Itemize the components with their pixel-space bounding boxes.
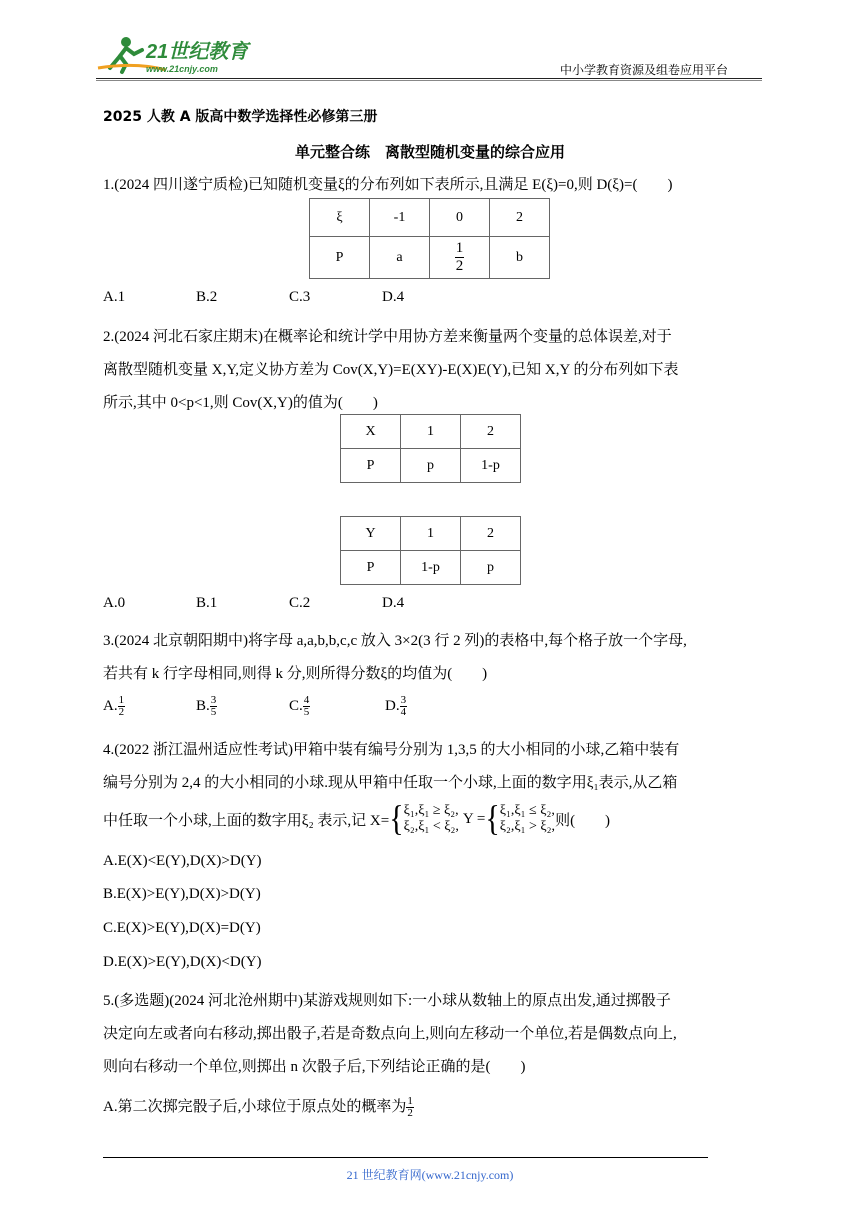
q2-y-cell: 1 [401, 517, 461, 551]
fraction [455, 240, 465, 275]
fraction-denominator: 5 [210, 706, 217, 718]
q2-x-cell: 1 [401, 415, 461, 449]
logo-text: 21世纪教育 [146, 41, 249, 63]
q1-cell-fraction [430, 237, 490, 279]
q4-option-a: A.E(X)<E(Y),D(X)>D(Y) [103, 853, 262, 869]
q2-option-d: D.4 [382, 595, 405, 611]
q3-line-1: 3.(2024 北京朝阳期中)将字母 a,a,b,b,c,c 放入 3×2(3 行 2 列)的表格中,每个格子放一个字母, [103, 633, 687, 649]
fraction [118, 695, 126, 718]
q2-x-cell: p [401, 449, 461, 483]
footer-divider [103, 1157, 708, 1158]
section-title: 单元整合练 离散型随机变量的综合应用 [294, 143, 565, 161]
y-piecewise [500, 803, 555, 835]
fraction-numerator: 1 [118, 694, 125, 706]
q3-option-a [103, 695, 125, 718]
fraction-numerator: 4 [303, 694, 310, 706]
q1-cell: a [370, 237, 430, 279]
fraction-denominator: 5 [303, 706, 310, 718]
q2-option-c: C.2 [289, 595, 311, 611]
q2-line-1: 2.(2024 河北石家庄期末)在概率论和统计学中用协方差来衡量两个变量的总体误差,对于 [103, 329, 672, 345]
header-slogan: 中小学教育资源及组卷应用平台 [560, 63, 729, 77]
q1-option-a: A.1 [103, 289, 126, 305]
q1-stem: 1.(2024 四川遂宁质检)已知随机变量ξ的分布列如下表所示,且满足 E(ξ)=0,则 D(ξ)=( ) [103, 177, 673, 193]
q2-line-3: 所示,其中 0<p<1,则 Cov(X,Y)的值为( ) [103, 395, 378, 411]
q2-line-2: 离散型随机变量 X,Y,定义协方差为 Cov(X,Y)=E(XY)-E(X)E(Y),已知 X,Y 的分布列如下表 [103, 362, 679, 378]
x-case-1: ξ₁,ξ₁ ≥ ξ₂, [403, 803, 459, 818]
y-case-1: ξ₁,ξ₁ ≤ ξ₂, [499, 803, 555, 818]
book-title: 2025 人教 A 版高中数学选择性必修第三册 [103, 109, 378, 125]
left-brace: { [485, 798, 500, 839]
option-label: B. [196, 697, 210, 714]
q1-cell: b [490, 237, 550, 279]
q2-x-distribution-table [340, 414, 521, 483]
q1-cell: ξ [310, 199, 370, 237]
q2-y-cell: Y [341, 517, 401, 551]
y-label: Y = [462, 810, 486, 827]
q1-cell: P [310, 237, 370, 279]
q2-x-cell: 2 [461, 415, 521, 449]
q1-cell: -1 [370, 199, 430, 237]
x-piecewise [404, 803, 459, 835]
q2-x-cell: P [341, 449, 401, 483]
q4-line-2: 编号分别为 2,4 的大小相同的小球.现从甲箱中任取一个小球,上面的数字用ξ₁表示,从乙箱 [103, 775, 678, 791]
fraction-numerator: 1 [407, 1095, 413, 1108]
header-divider-thin [96, 80, 762, 81]
q5-line-3: 则向右移动一个单位,则掷出 n 次骰子后,下列结论正确的是( ) [103, 1059, 526, 1075]
fraction [210, 695, 218, 718]
fraction [303, 695, 311, 718]
q2-option-b: B.1 [196, 595, 218, 611]
q4-line-3-pre: 中任取一个小球,上面的数字用ξ₂ 表示,记 X= [103, 812, 390, 829]
q2-y-cell: p [461, 551, 521, 585]
q2-y-distribution-table [340, 516, 521, 585]
q3-option-d [385, 695, 407, 718]
q4-option-d: D.E(X)>E(Y),D(X)<D(Y) [103, 954, 262, 970]
q3-option-b [196, 695, 217, 718]
q2-y-cell: 2 [461, 517, 521, 551]
fraction-denominator: 2 [407, 1107, 413, 1120]
option-label: C. [289, 697, 303, 714]
q5-option-a-text: A.第二次掷完骰子后,小球位于原点处的概率为 [103, 1099, 407, 1115]
x-case-2: ξ₂,ξ₁ < ξ₂, [403, 819, 459, 834]
q4-line-3-post: 则( ) [555, 812, 611, 829]
q4-line-3 [103, 797, 610, 841]
fraction-denominator: 4 [400, 706, 407, 718]
fraction-numerator: 1 [455, 240, 464, 256]
option-label: A. [103, 697, 118, 714]
q5-option-a [103, 1095, 414, 1119]
q3-line-2: 若共有 k 行字母相同,则得 k 分,则所得分数ξ的均值为( ) [103, 666, 488, 682]
q2-x-cell: 1-p [461, 449, 521, 483]
q4-option-b: B.E(X)>E(Y),D(X)>D(Y) [103, 886, 261, 902]
header-divider [96, 78, 762, 79]
fraction [406, 1096, 414, 1119]
left-brace: { [389, 798, 404, 839]
y-case-2: ξ₂,ξ₁ > ξ₂, [499, 819, 556, 834]
runner-logo-icon [96, 34, 256, 76]
footer-link[interactable]: 21 世纪教育网(www.21cnjy.com) [346, 1168, 514, 1182]
fraction-denominator: 2 [455, 258, 464, 274]
q2-x-cell: X [341, 415, 401, 449]
q4-option-c: C.E(X)>E(Y),D(X)=D(Y) [103, 920, 261, 936]
q2-option-a: A.0 [103, 595, 126, 611]
q1-option-b: B.2 [196, 289, 218, 305]
q1-option-d: D.4 [382, 289, 405, 305]
fraction [400, 695, 408, 718]
q2-y-cell: 1-p [401, 551, 461, 585]
option-label: D. [385, 697, 400, 714]
fraction-numerator: 3 [210, 694, 217, 706]
fraction-numerator: 3 [400, 694, 407, 706]
q2-y-cell: P [341, 551, 401, 585]
q3-option-c [289, 695, 310, 718]
site-logo [96, 34, 256, 76]
q1-distribution-table [309, 198, 550, 279]
q1-cell: 2 [490, 199, 550, 237]
q5-line-2: 决定向左或者向右移动,掷出骰子,若是奇数点向上,则向左移动一个单位,若是偶数点向上, [103, 1026, 677, 1042]
q5-line-1: 5.(多选题)(2024 河北沧州期中)某游戏规则如下:一小球从数轴上的原点出发,通过掷骰子 [103, 993, 671, 1009]
q4-line-1: 4.(2022 浙江温州适应性考试)甲箱中装有编号分别为 1,3,5 的大小相同的小球,乙箱中装有 [103, 742, 680, 758]
q1-option-c: C.3 [289, 289, 311, 305]
logo-url: www.21cnjy.com [146, 64, 218, 74]
q1-cell: 0 [430, 199, 490, 237]
fraction-denominator: 2 [118, 706, 125, 718]
